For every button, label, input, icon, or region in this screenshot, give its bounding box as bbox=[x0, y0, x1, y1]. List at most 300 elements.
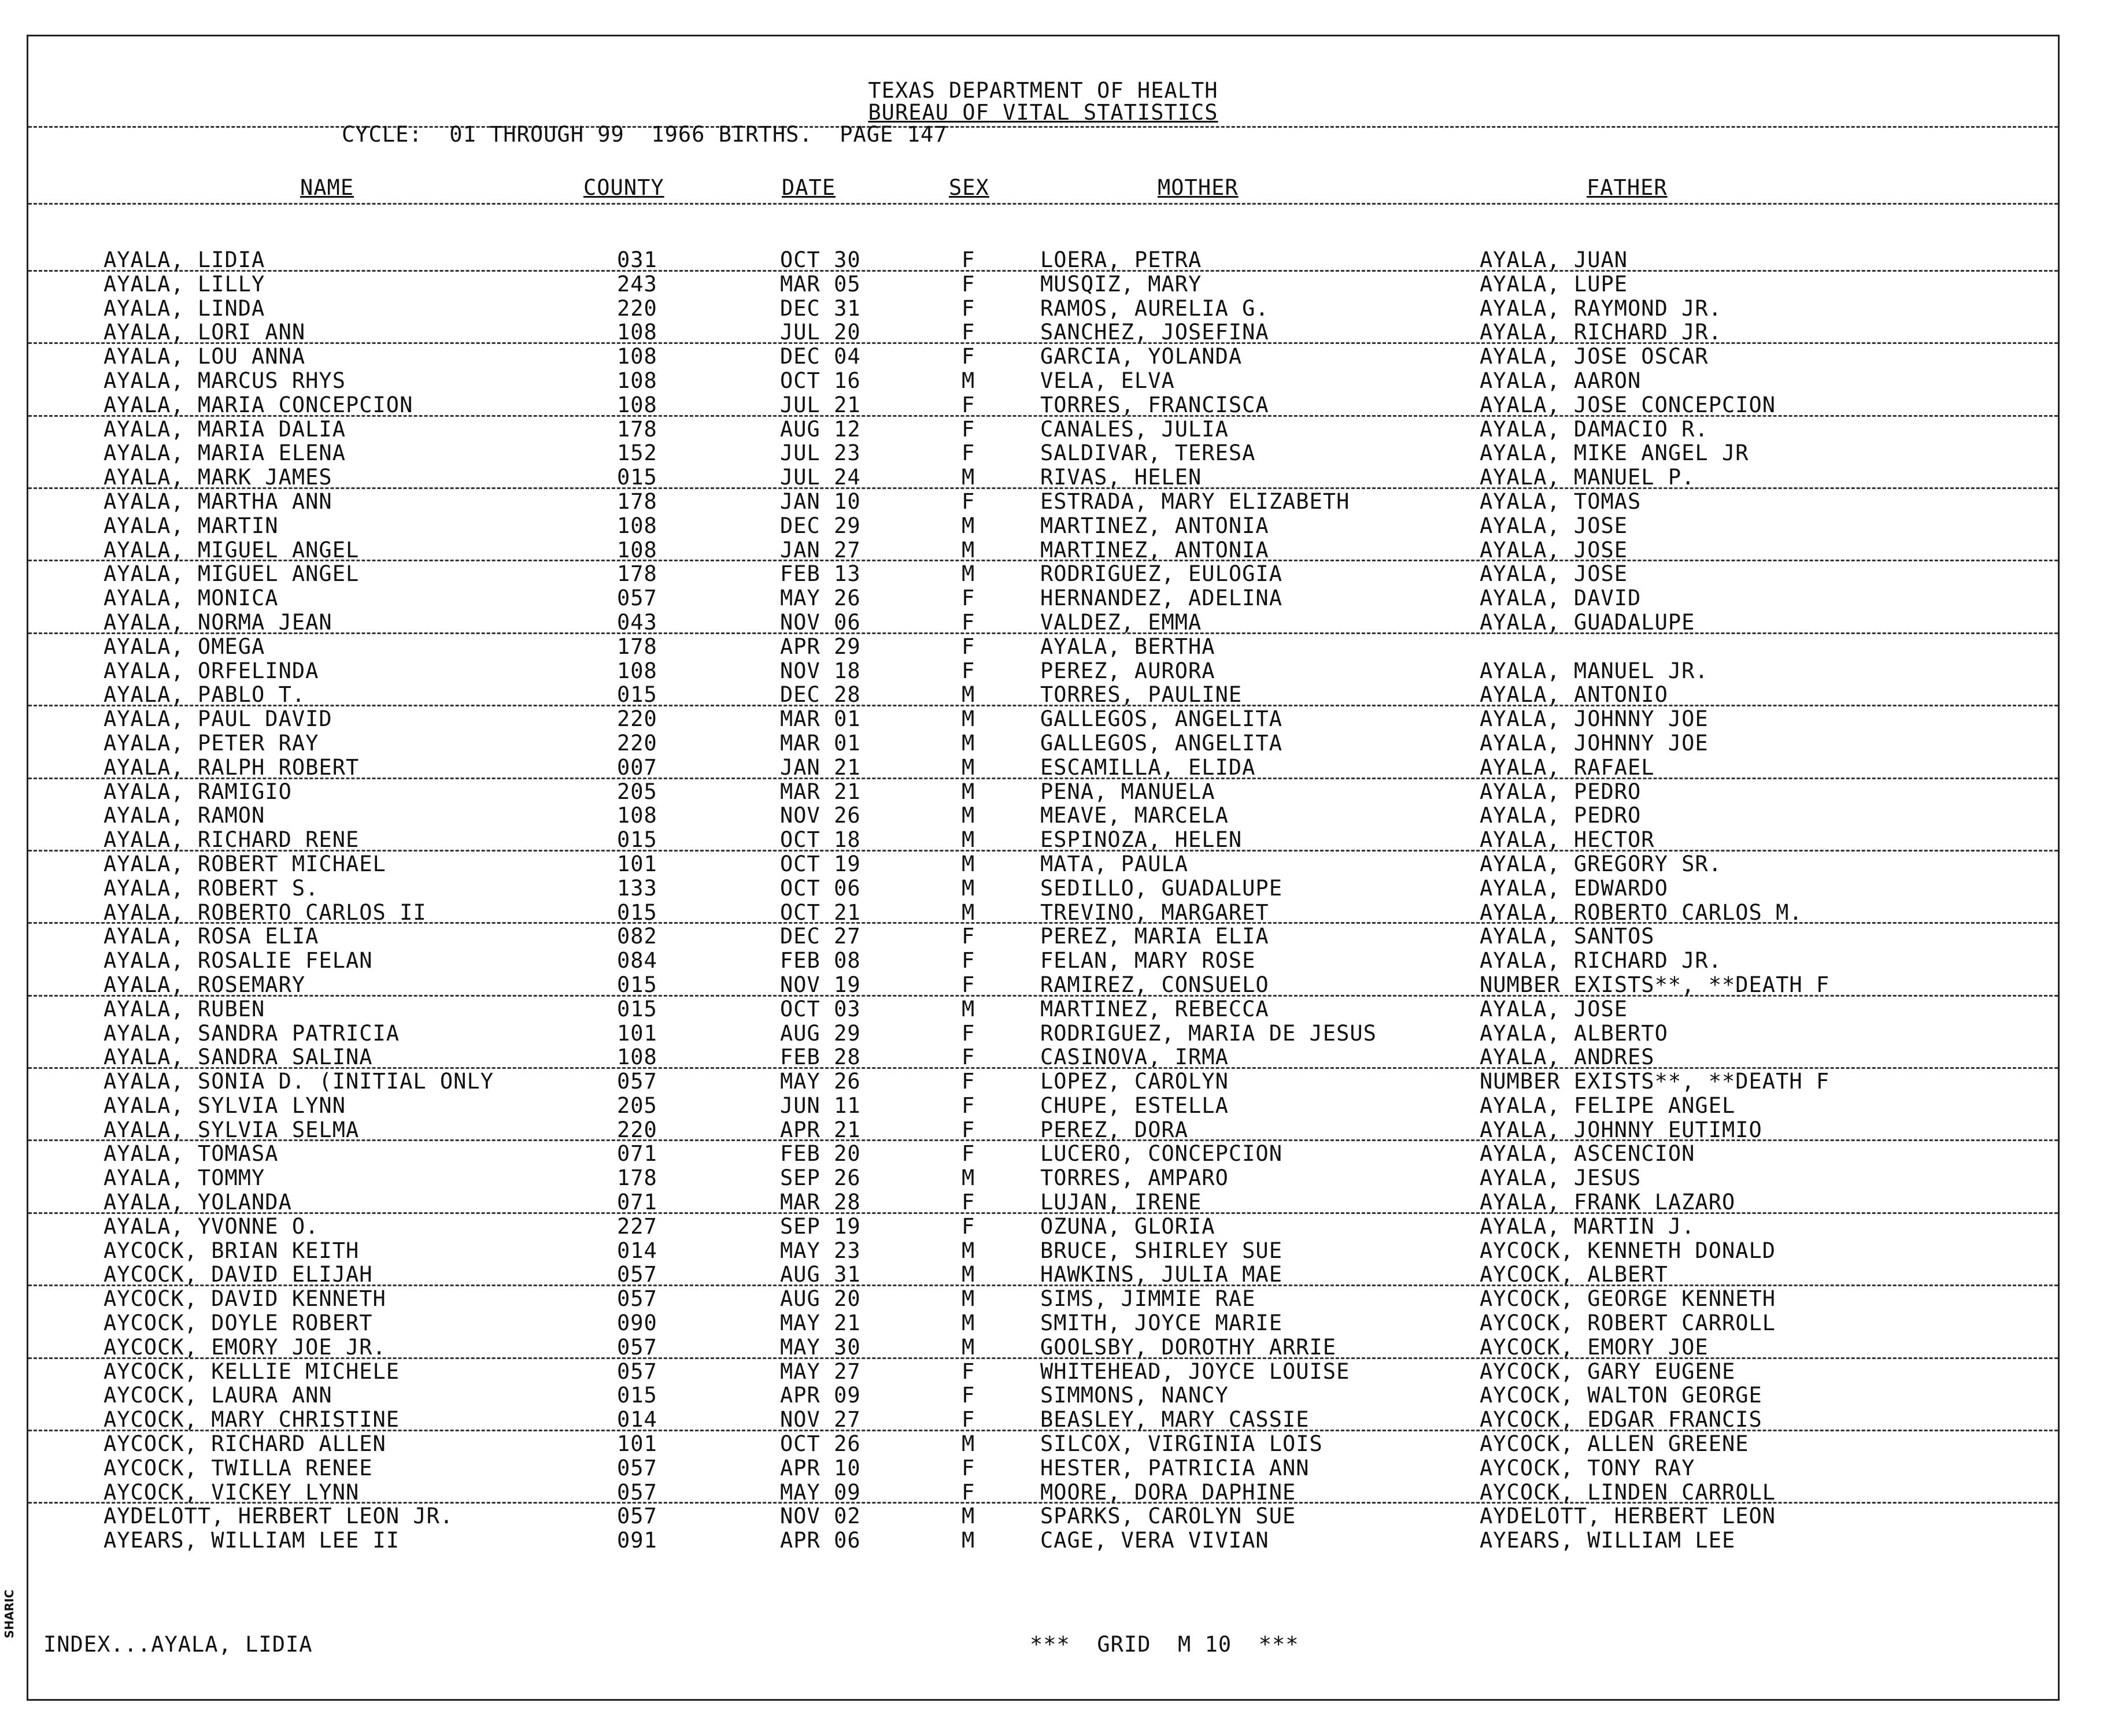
record-row bbox=[28, 417, 2058, 441]
record-father: AYALA, ASCENCION bbox=[1480, 1141, 1695, 1167]
record-name: AYCOCK, KELLIE MICHELE bbox=[104, 1359, 400, 1384]
record-sex: M bbox=[962, 1262, 975, 1287]
record-sex: F bbox=[962, 1093, 975, 1118]
record-mother: MOORE, DORA DAPHINE bbox=[1040, 1479, 1296, 1505]
record-date: JUL 23 bbox=[780, 441, 861, 466]
record-sex: F bbox=[962, 1383, 975, 1408]
record-row bbox=[28, 1311, 2058, 1335]
record-name: AYALA, SANDRA SALINA bbox=[104, 1045, 373, 1070]
record-name: AYALA, MARCUS RHYS bbox=[104, 368, 346, 393]
record-date: JUL 21 bbox=[780, 392, 861, 417]
record-county: 178 bbox=[617, 416, 657, 442]
record-sex: M bbox=[962, 537, 975, 562]
record-date: NOV 26 bbox=[780, 803, 861, 828]
record-name: AYALA, MARK JAMES bbox=[104, 465, 332, 490]
record-row bbox=[28, 1286, 2058, 1311]
record-sex: F bbox=[962, 1141, 975, 1167]
record-mother: PEREZ, AURORA bbox=[1040, 658, 1215, 683]
record-father: AYCOCK, EDGAR FRANCIS bbox=[1480, 1407, 1762, 1433]
record-county: 015 bbox=[617, 996, 657, 1021]
record-mother: MEAVE, MARCELA bbox=[1040, 803, 1229, 828]
record-county: 178 bbox=[617, 488, 657, 514]
record-row bbox=[28, 997, 2058, 1021]
record-name: AYEARS, WILLIAM LEE II bbox=[104, 1528, 400, 1553]
record-sex: F bbox=[962, 1069, 975, 1094]
record-father: AYALA, JESUS bbox=[1480, 1165, 1642, 1191]
record-date: OCT 16 bbox=[780, 368, 861, 393]
record-sex: F bbox=[962, 1190, 975, 1215]
record-date: JUN 11 bbox=[780, 1093, 861, 1118]
record-father: AYALA, JOSE bbox=[1480, 996, 1628, 1021]
record-row bbox=[28, 247, 2058, 272]
record-county: 071 bbox=[617, 1190, 657, 1215]
column-header-date: DATE bbox=[782, 175, 836, 200]
record-county: 015 bbox=[617, 900, 657, 925]
record-mother: AYALA, BERTHA bbox=[1040, 634, 1215, 659]
record-mother: TREVINO, MARGARET bbox=[1040, 900, 1269, 925]
record-sex: F bbox=[962, 586, 975, 611]
record-sex: F bbox=[962, 1117, 975, 1142]
record-date: NOV 18 bbox=[780, 658, 861, 683]
record-sex: M bbox=[962, 561, 975, 587]
record-mother: LOPEZ, CAROLYN bbox=[1040, 1069, 1229, 1094]
record-name: AYALA, SYLVIA SELMA bbox=[104, 1117, 360, 1142]
record-mother: TORRES, PAULINE bbox=[1040, 682, 1243, 708]
record-name: AYALA, MIGUEL ANGEL bbox=[104, 561, 360, 587]
record-row bbox=[28, 586, 2058, 610]
record-date: MAR 01 bbox=[780, 730, 861, 756]
record-county: 014 bbox=[617, 1238, 657, 1263]
record-father: AYALA, MANUEL P. bbox=[1480, 465, 1695, 490]
record-row bbox=[28, 344, 2058, 368]
record-father: AYALA, HECTOR bbox=[1480, 827, 1655, 853]
record-mother: OZUNA, GLORIA bbox=[1040, 1213, 1215, 1239]
record-name: AYCOCK, TWILLA RENEE bbox=[104, 1455, 373, 1480]
record-sex: M bbox=[962, 1238, 975, 1263]
record-date: AUG 31 bbox=[780, 1262, 861, 1287]
record-county: 220 bbox=[617, 295, 657, 321]
record-father: AYALA, JUAN bbox=[1480, 247, 1628, 272]
record-father: AYCOCK, GARY EUGENE bbox=[1480, 1359, 1736, 1384]
record-date: SEP 19 bbox=[780, 1213, 861, 1239]
record-mother: PEREZ, DORA bbox=[1040, 1117, 1189, 1142]
record-sex: F bbox=[962, 271, 975, 297]
record-father: AYALA, RAFAEL bbox=[1480, 754, 1655, 780]
record-row bbox=[28, 803, 2058, 827]
record-name: AYALA, MARTIN bbox=[104, 513, 279, 538]
record-county: 220 bbox=[617, 730, 657, 756]
record-date: MAY 26 bbox=[780, 586, 861, 611]
record-name: AYALA, ROSALIE FELAN bbox=[104, 948, 373, 974]
record-county: 178 bbox=[617, 561, 657, 587]
record-row bbox=[28, 827, 2058, 852]
record-county: 108 bbox=[617, 513, 657, 538]
record-mother: BEASLEY, MARY CASSIE bbox=[1040, 1407, 1310, 1433]
record-county: 091 bbox=[617, 1528, 657, 1553]
record-mother: HESTER, PATRICIA ANN bbox=[1040, 1455, 1310, 1480]
record-row bbox=[28, 465, 2058, 489]
record-father: AYALA, TOMAS bbox=[1480, 488, 1642, 514]
record-name: AYALA, MARIA CONCEPCION bbox=[104, 392, 413, 417]
record-date: APR 29 bbox=[780, 634, 861, 659]
record-date: DEC 27 bbox=[780, 924, 861, 949]
record-sex: F bbox=[962, 1455, 975, 1480]
record-mother: SILCOX, VIRGINIA LOIS bbox=[1040, 1431, 1323, 1457]
record-county: 090 bbox=[617, 1311, 657, 1336]
record-mother: ESTRADA, MARY ELIZABETH bbox=[1040, 488, 1350, 514]
record-mother: RODRIGUEZ, MARIA DE JESUS bbox=[1040, 1020, 1377, 1046]
record-row bbox=[28, 1190, 2058, 1214]
record-sex: M bbox=[962, 754, 975, 780]
record-sex: F bbox=[962, 1213, 975, 1239]
record-date: MAR 28 bbox=[780, 1190, 861, 1215]
record-row bbox=[28, 1165, 2058, 1190]
record-father: AYALA, LUPE bbox=[1480, 271, 1628, 297]
record-father: AYALA, MANUEL JR. bbox=[1480, 658, 1709, 683]
record-row bbox=[28, 1504, 2058, 1528]
record-row bbox=[28, 779, 2058, 804]
record-mother: RAMIREZ, CONSUELO bbox=[1040, 972, 1269, 997]
record-sex: M bbox=[962, 900, 975, 925]
record-date: MAR 05 bbox=[780, 271, 861, 297]
record-father: AYALA, EDWARDO bbox=[1480, 875, 1668, 901]
record-county: 057 bbox=[617, 1069, 657, 1094]
record-name: AYALA, ROSEMARY bbox=[104, 972, 306, 997]
record-row bbox=[28, 1045, 2058, 1069]
record-date: DEC 28 bbox=[780, 682, 861, 708]
record-row bbox=[28, 296, 2058, 320]
record-mother: SPARKS, CAROLYN SUE bbox=[1040, 1504, 1296, 1529]
record-date: MAY 30 bbox=[780, 1334, 861, 1360]
record-mother: CASINOVA, IRMA bbox=[1040, 1045, 1229, 1070]
record-row bbox=[28, 876, 2058, 900]
cycle-line: CYCLE: 01 THROUGH 99 1966 BIRTHS. PAGE 147 bbox=[342, 122, 948, 147]
record-father: AYEARS, WILLIAM LEE bbox=[1480, 1528, 1736, 1553]
record-name: AYALA, LORI ANN bbox=[104, 320, 306, 345]
record-name: AYALA, MIGUEL ANGEL bbox=[104, 537, 360, 562]
record-county: 108 bbox=[617, 392, 657, 417]
record-date: AUG 12 bbox=[780, 416, 861, 442]
record-date: JAN 27 bbox=[780, 537, 861, 562]
record-county: 057 bbox=[617, 586, 657, 611]
record-date: JUL 24 bbox=[780, 465, 861, 490]
record-row bbox=[28, 682, 2058, 706]
record-county: 057 bbox=[617, 1504, 657, 1529]
record-name: AYCOCK, RICHARD ALLEN bbox=[104, 1431, 386, 1457]
record-row bbox=[28, 924, 2058, 948]
record-name: AYALA, MARTHA ANN bbox=[104, 488, 332, 514]
record-county: 043 bbox=[617, 609, 657, 635]
record-sex: F bbox=[962, 295, 975, 321]
record-father: AYALA, ALBERTO bbox=[1480, 1020, 1668, 1046]
record-father: AYALA, JOSE bbox=[1480, 561, 1628, 587]
record-date: NOV 06 bbox=[780, 609, 861, 635]
record-mother: CAGE, VERA VIVIAN bbox=[1040, 1528, 1269, 1553]
record-county: 014 bbox=[617, 1407, 657, 1433]
record-mother: MARTINEZ, ANTONIA bbox=[1040, 513, 1269, 538]
record-sex: M bbox=[962, 1165, 975, 1191]
record-name: AYCOCK, EMORY JOE JR. bbox=[104, 1334, 386, 1360]
record-name: AYALA, TOMASA bbox=[104, 1141, 279, 1167]
record-mother: VELA, ELVA bbox=[1040, 368, 1175, 393]
record-mother: GALLEGOS, ANGELITA bbox=[1040, 706, 1282, 732]
record-county: 205 bbox=[617, 1093, 657, 1118]
record-county: 220 bbox=[617, 706, 657, 732]
record-father: AYALA, JOHNNY EUTIMIO bbox=[1480, 1117, 1762, 1142]
record-name: AYCOCK, DOYLE ROBERT bbox=[104, 1311, 373, 1336]
record-county: 178 bbox=[617, 634, 657, 659]
record-name: AYALA, ORFELINDA bbox=[104, 658, 319, 683]
record-date: OCT 26 bbox=[780, 1431, 861, 1457]
record-row bbox=[28, 513, 2058, 538]
column-header-father: FATHER bbox=[1587, 175, 1668, 200]
record-row bbox=[28, 1021, 2058, 1045]
record-mother: SIMS, JIMMIE RAE bbox=[1040, 1286, 1256, 1312]
record-row bbox=[28, 1456, 2058, 1480]
record-mother: LOERA, PETRA bbox=[1040, 247, 1202, 272]
record-date: APR 21 bbox=[780, 1117, 861, 1142]
column-header-sex: SEX bbox=[949, 175, 989, 200]
record-mother: FELAN, MARY ROSE bbox=[1040, 948, 1256, 974]
record-name: AYCOCK, DAVID KENNETH bbox=[104, 1286, 386, 1312]
record-row bbox=[28, 1359, 2058, 1383]
record-row bbox=[28, 1214, 2058, 1238]
record-county: 152 bbox=[617, 441, 657, 466]
record-father: AYDELOTT, HERBERT LEON bbox=[1480, 1504, 1776, 1529]
record-mother: ESPINOZA, HELEN bbox=[1040, 827, 1243, 853]
record-sex: F bbox=[962, 320, 975, 345]
record-county: 108 bbox=[617, 803, 657, 828]
header-rule-bottom bbox=[28, 203, 2058, 205]
record-father: AYALA, JOSE CONCEPCION bbox=[1480, 392, 1776, 417]
record-sex: F bbox=[962, 924, 975, 949]
record-sex: F bbox=[962, 344, 975, 369]
record-mother: VALDEZ, EMMA bbox=[1040, 609, 1202, 635]
record-sex: M bbox=[962, 875, 975, 901]
record-father: AYALA, MIKE ANGEL JR bbox=[1480, 441, 1749, 466]
record-row bbox=[28, 1383, 2058, 1407]
record-date: MAY 21 bbox=[780, 1311, 861, 1336]
record-row bbox=[28, 1141, 2058, 1165]
record-father: AYCOCK, KENNETH DONALD bbox=[1480, 1238, 1776, 1263]
record-sex: M bbox=[962, 1286, 975, 1312]
record-row bbox=[28, 1093, 2058, 1117]
record-name: AYALA, MONICA bbox=[104, 586, 279, 611]
record-name: AYALA, RAMON bbox=[104, 803, 265, 828]
record-county: 108 bbox=[617, 1045, 657, 1070]
record-sex: M bbox=[962, 827, 975, 853]
record-father: AYCOCK, ROBERT CARROLL bbox=[1480, 1311, 1776, 1336]
record-date: NOV 27 bbox=[780, 1407, 861, 1433]
record-sex: M bbox=[962, 682, 975, 708]
record-mother: PEREZ, MARIA ELIA bbox=[1040, 924, 1269, 949]
record-date: OCT 19 bbox=[780, 851, 861, 876]
records-list bbox=[28, 247, 2058, 1552]
record-county: 015 bbox=[617, 1383, 657, 1408]
record-father: AYALA, FRANK LAZARO bbox=[1480, 1190, 1736, 1215]
record-county: 108 bbox=[617, 658, 657, 683]
record-sex: M bbox=[962, 368, 975, 393]
record-row bbox=[28, 1480, 2058, 1504]
record-mother: SALDIVAR, TERESA bbox=[1040, 441, 1256, 466]
record-sex: F bbox=[962, 609, 975, 635]
record-name: AYALA, LINDA bbox=[104, 295, 265, 321]
record-mother: MATA, PAULA bbox=[1040, 851, 1189, 876]
record-county: 108 bbox=[617, 320, 657, 345]
record-name: AYALA, RICHARD RENE bbox=[104, 827, 360, 853]
record-name: AYALA, PABLO T. bbox=[104, 682, 306, 708]
record-father: AYALA, GREGORY SR. bbox=[1480, 851, 1722, 876]
index-footer: INDEX...AYALA, LIDIA bbox=[43, 1632, 313, 1657]
record-sex: F bbox=[962, 634, 975, 659]
record-date: MAR 01 bbox=[780, 706, 861, 732]
record-date: MAR 21 bbox=[780, 779, 861, 804]
record-name: AYALA, NORMA JEAN bbox=[104, 609, 332, 635]
record-father: AYCOCK, ALLEN GREENE bbox=[1480, 1431, 1749, 1457]
record-date: SEP 26 bbox=[780, 1165, 861, 1191]
record-name: AYALA, RUBEN bbox=[104, 996, 265, 1021]
record-date: OCT 03 bbox=[780, 996, 861, 1021]
record-father: AYALA, JOSE OSCAR bbox=[1480, 344, 1709, 369]
record-sex: M bbox=[962, 465, 975, 490]
record-county: 057 bbox=[617, 1359, 657, 1384]
record-mother: TORRES, FRANCISCA bbox=[1040, 392, 1269, 417]
record-father: NUMBER EXISTS**, **DEATH F bbox=[1480, 1069, 1830, 1094]
record-name: AYCOCK, MARY CHRISTINE bbox=[104, 1407, 400, 1433]
record-sex: M bbox=[962, 996, 975, 1021]
record-father: AYALA, ANTONIO bbox=[1480, 682, 1668, 708]
record-county: 243 bbox=[617, 271, 657, 297]
record-sex: F bbox=[962, 1359, 975, 1384]
record-mother: HAWKINS, JULIA MAE bbox=[1040, 1262, 1282, 1287]
record-row bbox=[28, 1407, 2058, 1431]
record-mother: LUCERO, CONCEPCION bbox=[1040, 1141, 1282, 1167]
record-sex: F bbox=[962, 1045, 975, 1070]
record-row bbox=[28, 731, 2058, 755]
record-mother: RAMOS, AURELIA G. bbox=[1040, 295, 1269, 321]
record-county: 057 bbox=[617, 1479, 657, 1505]
record-sex: M bbox=[962, 730, 975, 756]
record-row bbox=[28, 1528, 2058, 1552]
record-name: AYDELOTT, HERBERT LEON JR. bbox=[104, 1504, 454, 1529]
record-father: AYALA, ANDRES bbox=[1480, 1045, 1655, 1070]
record-father: AYALA, AARON bbox=[1480, 368, 1642, 393]
record-sex: M bbox=[962, 1504, 975, 1529]
record-mother: CANALES, JULIA bbox=[1040, 416, 1229, 442]
record-date: MAY 27 bbox=[780, 1359, 861, 1384]
record-father: NUMBER EXISTS**, **DEATH F bbox=[1480, 972, 1830, 997]
record-county: 057 bbox=[617, 1334, 657, 1360]
record-name: AYALA, MARIA ELENA bbox=[104, 441, 346, 466]
record-county: 101 bbox=[617, 851, 657, 876]
record-sex: F bbox=[962, 392, 975, 417]
record-county: 108 bbox=[617, 537, 657, 562]
record-sex: F bbox=[962, 1020, 975, 1046]
record-row bbox=[28, 538, 2058, 562]
record-father: AYALA, JOHNNY JOE bbox=[1480, 706, 1709, 732]
record-mother: ESCAMILLA, ELIDA bbox=[1040, 754, 1256, 780]
record-date: OCT 30 bbox=[780, 247, 861, 272]
printout-sheet bbox=[27, 35, 2060, 1701]
record-mother: GOOLSBY, DOROTHY ARRIE bbox=[1040, 1334, 1337, 1360]
record-sex: F bbox=[962, 247, 975, 272]
record-county: 178 bbox=[617, 1165, 657, 1191]
record-row bbox=[28, 320, 2058, 344]
record-name: AYALA, PAUL DAVID bbox=[104, 706, 332, 732]
header-rule-top bbox=[28, 126, 2058, 128]
record-date: DEC 04 bbox=[780, 344, 861, 369]
record-sex: M bbox=[962, 513, 975, 538]
record-date: FEB 28 bbox=[780, 1045, 861, 1070]
record-date: OCT 21 bbox=[780, 900, 861, 925]
record-father: AYALA, FELIPE ANGEL bbox=[1480, 1093, 1736, 1118]
record-mother: RIVAS, HELEN bbox=[1040, 465, 1202, 490]
record-name: AYALA, SYLVIA LYNN bbox=[104, 1093, 346, 1118]
record-county: 101 bbox=[617, 1431, 657, 1457]
record-date: AUG 20 bbox=[780, 1286, 861, 1312]
record-name: AYALA, LILLY bbox=[104, 271, 265, 297]
record-name: AYALA, OMEGA bbox=[104, 634, 265, 659]
record-sex: F bbox=[962, 658, 975, 683]
record-name: AYALA, ROBERT S. bbox=[104, 875, 319, 901]
grid-footer: *** GRID M 10 *** bbox=[1030, 1632, 1299, 1657]
record-county: 015 bbox=[617, 465, 657, 490]
record-mother: CHUPE, ESTELLA bbox=[1040, 1093, 1229, 1118]
record-row bbox=[28, 948, 2058, 972]
record-sex: F bbox=[962, 416, 975, 442]
record-county: 205 bbox=[617, 779, 657, 804]
record-sex: M bbox=[962, 1431, 975, 1457]
record-mother: SANCHEZ, JOSEFINA bbox=[1040, 320, 1269, 345]
record-mother: WHITEHEAD, JOYCE LOUISE bbox=[1040, 1359, 1350, 1384]
record-row bbox=[28, 393, 2058, 417]
bureau-title: BUREAU OF VITAL STATISTICS bbox=[868, 100, 1218, 125]
record-date: FEB 13 bbox=[780, 561, 861, 587]
record-name: AYALA, PETER RAY bbox=[104, 730, 319, 756]
record-row bbox=[28, 489, 2058, 513]
column-header-mother: MOTHER bbox=[1158, 175, 1239, 200]
sharic-stamp: SHARIC bbox=[2, 1589, 16, 1638]
record-mother: RODRIGUEZ, EULOGIA bbox=[1040, 561, 1282, 587]
record-county: 071 bbox=[617, 1141, 657, 1167]
record-mother: SMITH, JOYCE MARIE bbox=[1040, 1311, 1282, 1336]
record-date: FEB 20 bbox=[780, 1141, 861, 1167]
record-county: 084 bbox=[617, 948, 657, 974]
record-father: AYALA, PEDRO bbox=[1480, 779, 1642, 804]
record-sex: M bbox=[962, 779, 975, 804]
record-father: AYALA, DAMACIO R. bbox=[1480, 416, 1709, 442]
record-name: AYALA, SONIA D. (INITIAL ONLY bbox=[104, 1069, 494, 1094]
record-date: MAY 09 bbox=[780, 1479, 861, 1505]
record-date: FEB 08 bbox=[780, 948, 861, 974]
record-name: AYALA, YVONNE O. bbox=[104, 1213, 319, 1239]
record-county: 082 bbox=[617, 924, 657, 949]
record-date: APR 06 bbox=[780, 1528, 861, 1553]
record-date: APR 09 bbox=[780, 1383, 861, 1408]
record-row bbox=[28, 1117, 2058, 1142]
record-county: 227 bbox=[617, 1213, 657, 1239]
record-county: 108 bbox=[617, 344, 657, 369]
record-sex: F bbox=[962, 441, 975, 466]
record-name: AYCOCK, DAVID ELIJAH bbox=[104, 1262, 373, 1287]
record-mother: MARTINEZ, ANTONIA bbox=[1040, 537, 1269, 562]
record-row bbox=[28, 972, 2058, 997]
record-sex: F bbox=[962, 488, 975, 514]
record-mother: MARTINEZ, REBECCA bbox=[1040, 996, 1269, 1021]
record-date: JAN 10 bbox=[780, 488, 861, 514]
record-name: AYALA, ROBERT MICHAEL bbox=[104, 851, 386, 876]
record-name: AYALA, RALPH ROBERT bbox=[104, 754, 360, 780]
